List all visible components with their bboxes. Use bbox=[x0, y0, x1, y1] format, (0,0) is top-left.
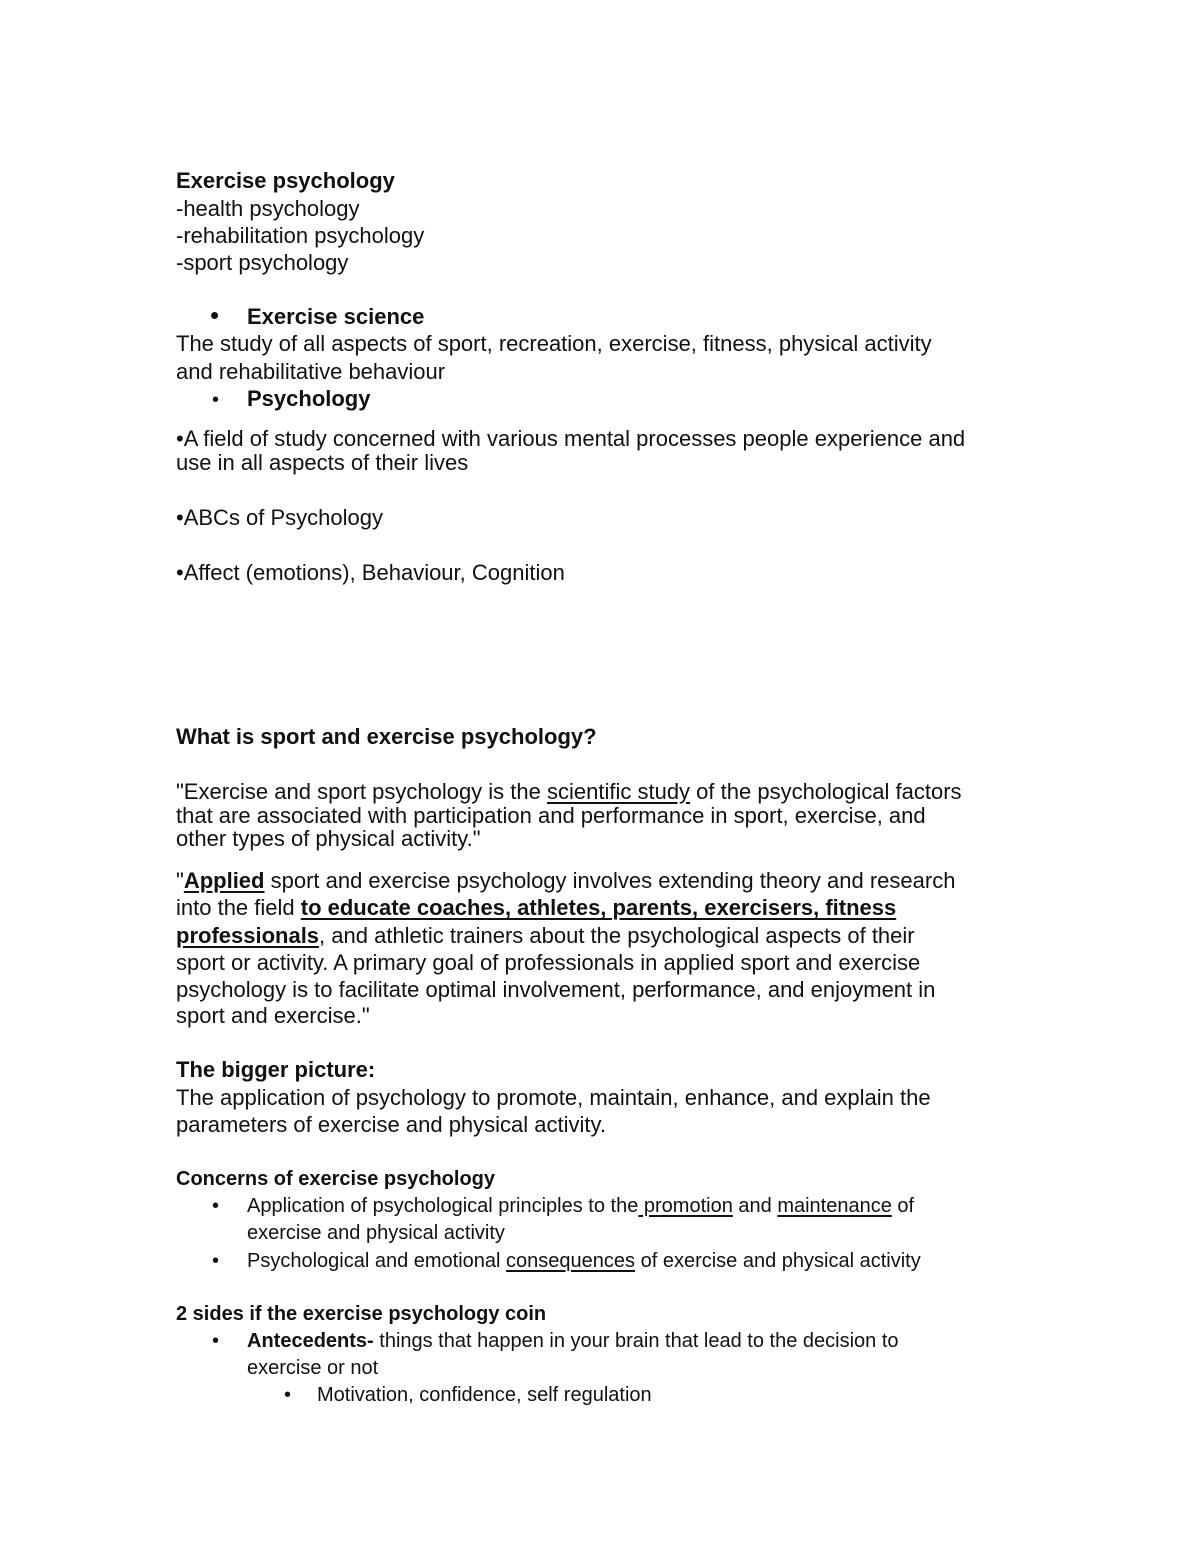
heading-two-sides: 2 sides if the exercise psychology coin bbox=[176, 1303, 547, 1325]
heading-psychology: Psychology bbox=[247, 386, 371, 411]
quote-mark: " bbox=[176, 868, 184, 893]
quote-line bbox=[176, 779, 962, 805]
item-text: things that happen in your brain that lead to the decision to bbox=[373, 1330, 899, 1352]
antecedents-label: Antecedents- bbox=[247, 1330, 374, 1352]
heading-bigger-picture: The bigger picture: bbox=[176, 1057, 376, 1082]
item-text: of bbox=[891, 1195, 915, 1217]
heading-concerns: Concerns of exercise psychology bbox=[176, 1168, 496, 1190]
definition-line: and rehabilitative behaviour bbox=[176, 359, 446, 384]
item-text: and bbox=[732, 1195, 778, 1217]
heading-what-is: What is sport and exercise psychology? bbox=[176, 724, 597, 749]
list-item bbox=[247, 1329, 899, 1353]
quote-line: other types of physical activity." bbox=[176, 826, 481, 851]
quote-text: of the psychological factors bbox=[690, 779, 962, 804]
paragraph-line: •A field of study concerned with various mental processes people experience and bbox=[176, 426, 966, 451]
item-text: of exercise and physical activity bbox=[635, 1250, 921, 1272]
quote-text: "Exercise and sport psychology is the bbox=[176, 779, 547, 804]
bullet-icon: • bbox=[212, 389, 220, 411]
section-title-exercise-psychology: Exercise psychology bbox=[176, 168, 395, 193]
bullet-icon: • bbox=[210, 300, 220, 330]
list-item-continuation: exercise and physical activity bbox=[247, 1222, 505, 1244]
list-item: -sport psychology bbox=[176, 250, 349, 275]
paragraph-line: parameters of exercise and physical activity. bbox=[176, 1112, 606, 1137]
paragraph-line: •Affect (emotions), Behaviour, Cognition bbox=[176, 560, 565, 585]
bullet-icon: • bbox=[284, 1384, 292, 1406]
emphasis-term: professionals bbox=[176, 923, 320, 948]
underlined-term: maintenance bbox=[777, 1195, 892, 1217]
emphasis-term: Applied bbox=[183, 868, 265, 893]
paragraph-line: •ABCs of Psychology bbox=[176, 505, 384, 530]
quote-line bbox=[176, 868, 955, 894]
quote-text: , and athletic trainers about the psychological aspects of their bbox=[319, 923, 915, 948]
heading-exercise-science: Exercise science bbox=[247, 304, 425, 329]
list-item: -rehabilitation psychology bbox=[176, 223, 425, 248]
quote-text: sport and exercise psychology involves extending theory and research bbox=[264, 868, 956, 893]
quote-line bbox=[176, 923, 915, 949]
underlined-term: promotion bbox=[638, 1195, 733, 1217]
quote-line: psychology is to facilitate optimal involvement, performance, and enjoyment in bbox=[176, 977, 936, 1002]
emphasis-term: to educate coaches, athletes, parents, exercisers, fitness bbox=[300, 895, 897, 920]
quote-line: sport and exercise." bbox=[176, 1003, 370, 1028]
quote-line: sport or activity. A primary goal of professionals in applied sport and exercise bbox=[176, 950, 921, 975]
list-item: -health psychology bbox=[176, 196, 360, 221]
sub-list-item: Motivation, confidence, self regulation bbox=[317, 1384, 652, 1406]
bullet-icon: • bbox=[212, 1250, 220, 1272]
item-text: Application of psychological principles to the bbox=[247, 1195, 639, 1217]
bullet-icon: • bbox=[212, 1195, 220, 1217]
list-item-continuation: exercise or not bbox=[247, 1357, 379, 1379]
item-text: Psychological and emotional bbox=[247, 1250, 507, 1272]
definition-line: The study of all aspects of sport, recreation, exercise, fitness, physical activity bbox=[176, 331, 932, 356]
quote-line bbox=[176, 895, 896, 921]
underlined-term: consequences bbox=[506, 1250, 636, 1272]
quote-line: that are associated with participation and performance in sport, exercise, and bbox=[176, 803, 926, 828]
paragraph-line: The application of psychology to promote, maintain, enhance, and explain the bbox=[176, 1085, 931, 1110]
list-item bbox=[247, 1194, 914, 1218]
quote-text: into the field bbox=[176, 895, 301, 920]
list-item bbox=[247, 1249, 921, 1273]
bullet-icon: • bbox=[212, 1330, 220, 1352]
underlined-term: scientific study bbox=[547, 779, 691, 804]
paragraph-line: use in all aspects of their lives bbox=[176, 450, 469, 475]
